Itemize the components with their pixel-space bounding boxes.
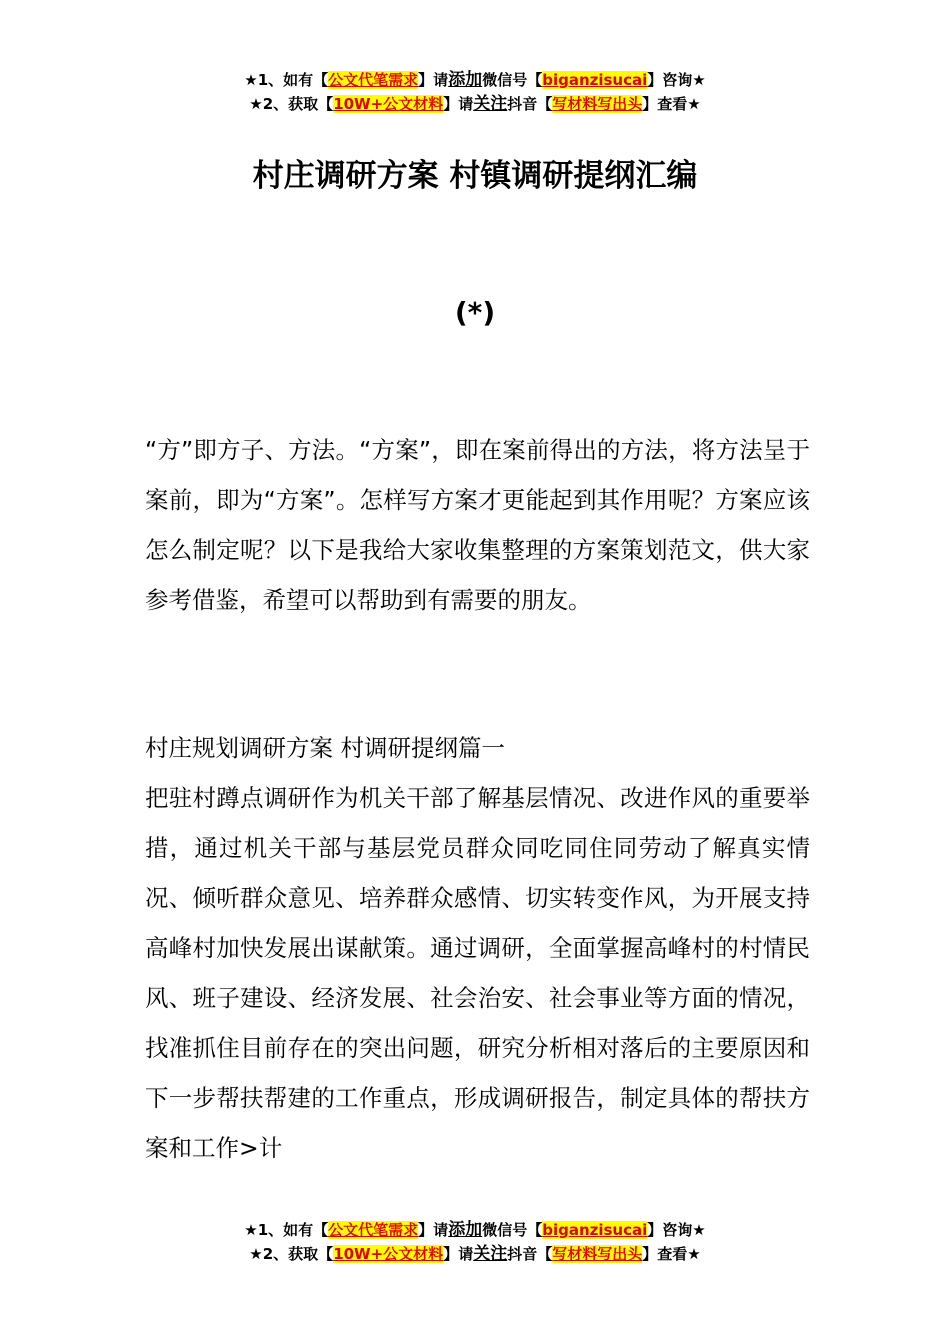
document-subtitle: (*) [454,296,496,329]
header-banner [0,68,950,116]
banner-line-2: ★2、获取【10W+公文材料】请关注抖音【写材料写出头】查看★ [249,94,701,114]
banner-line-2: ★2、获取【10W+公文材料】请关注抖音【写材料写出头】查看★ [249,1244,701,1264]
banner-line-1: ★1、如有【公文代笔需求】请添加微信号【biganzisucai】咨询★ [244,1220,706,1240]
intro-paragraph: “方”即方子、方法。“方案”，即在案前得出的方法，将方法呈于案前，即为“方案”。怎样写方案才更能起到其作用呢？方案应该怎么制定呢？以下是我给大家收集整理的方案策划范文，供大家参考借鉴，希望可以帮助到有需要的朋友。 [145,436,810,614]
footer-banner [0,1218,950,1266]
highlight-text: 公文代笔需求 [328,71,419,89]
section-heading: 村庄规划调研方案 村调研提纲篇一 [145,734,505,762]
document-title: 村庄调研方案 村镇调研提纲汇编 [252,158,698,194]
section-body: 把驻村蹲点调研作为机关干部了解基层情况、改进作风的重要举措，通过机关干部与基层党员群众同吃同住同劳动了解真实情况、倾听群众意见、培养群众感情、切实转变作风，为开展支持高峰村加快发展出谋献策。通过调研，全面掌握高峰村的村情民风、班子建设、经济发展、社会治安、社会事业等方面的情况，找准抓住目前存在的突出问题，研究分析相对落后的主要原因和下一步帮扶帮建的工作重点，形成调研报告，制定具体的帮扶方案和工作>计 [145,784,810,1162]
douyin-name: 写材料写出头 [552,95,643,113]
wechat-id: biganzisucai [542,71,648,89]
highlight-text: 10W+公文材料 [333,95,444,113]
banner-line-1: ★1、如有【公文代笔需求】请添加微信号【biganzisucai】咨询★ [244,70,706,90]
